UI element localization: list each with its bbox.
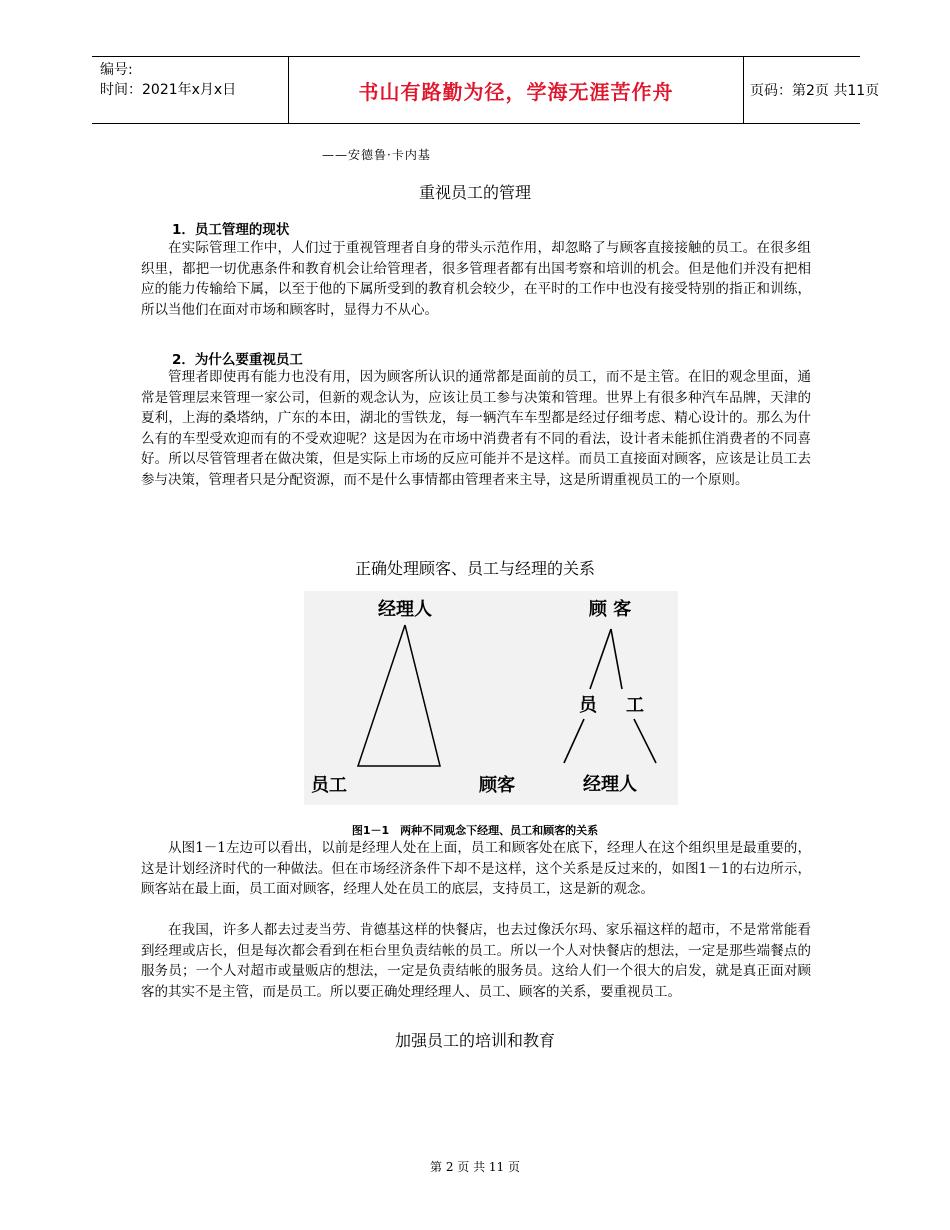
right-bottom-label: 经理人 [583, 774, 637, 795]
left-pyramid-outline [358, 625, 440, 766]
header-meta [92, 57, 288, 123]
left-top-label: 经理人 [378, 599, 432, 620]
left-bottom-left-label: 员工 [311, 775, 347, 796]
figure-caption: 图1－1 两种不同观念下经理、员工和顾客的关系 [351, 824, 599, 837]
right-bottom-left-edge [564, 719, 584, 763]
paragraph-figure-explanation: 从图1－1左边可以看出，以前是经理人处在上面，员工和顾客处在底下，经理人在这个组织里是最重要的，这是计划经济时代的一种做法。但在市场经济条件下却不是这样，这个关系是反过来的，如图1－1的右边所示，顾客站在最上面，员工面对顾客，经理人处在员工的底层，支持员工，这是新的观念。 [141, 840, 811, 897]
right-bottom-right-edge [634, 719, 656, 763]
relationship-diagram [304, 591, 678, 805]
right-mid-left-label: 员 [579, 695, 597, 716]
left-bottom-right-label: 顾客 [479, 775, 515, 796]
page-footer: 第 2 页 共 11 页 [430, 1160, 520, 1174]
header-page-cell [742, 57, 880, 123]
section-title-training: 加强员工的培训和教育 [394, 1031, 555, 1050]
section-title-employee-management: 重视员工的管理 [418, 183, 531, 202]
right-top-label: 顾 客 [588, 599, 632, 620]
subheading-current-state: 1．员工管理的现状 [172, 222, 290, 238]
paragraph-fast-food-example: 在我国，许多人都去过麦当劳、肯德基这样的快餐店，也去过像沃尔玛、家乐福这样的超市，不是常常能看到经理或店长，但是每次都会看到在柜台里负责结帐的员工。所以一个人对快餐店的想法，一定是那些端餐点的服务员；一个人对超市或量贩店的想法，一定是负责结帐的服务员。这给人们一个很大的启发，就是真正面对顾客的其实不是主管，而是员工。所以要正确处理经理人、员工、顾客的关系，要重视员工。 [141, 922, 811, 1000]
right-top-right-edge [611, 629, 622, 689]
paragraph-current-state: 在实际管理工作中，人们过于重视管理者自身的带头示范作用，却忽略了与顾客直接接触的员工。在很多组织里，都把一切优惠条件和教育机会让给管理者，很多管理者都有出国考察和培训的机会。但是他们并没有把相应的能力传输给下属，以至于他的下属所受到的教育机会较少，在平时的工作中也没有接受特别的指正和训练，所以当他们在面对市场和顾客时，显得力不从心。 [141, 240, 811, 318]
document-number-label: 编号: [100, 62, 133, 78]
header-motto: 书山有路勤为径，学海无涯苦作舟 [358, 79, 674, 104]
header-motto-cell [288, 57, 744, 123]
quote-attribution: ——安德鲁·卡内基 [322, 148, 431, 162]
paragraph-why-value-employees: 管理者即使再有能力也没有用，因为顾客所认识的通常都是面前的员工，而不是主管。在旧的观念里面，通常是管理层来管理一家公司，但新的观念认为，应该让员工参与决策和管理。世界上有很多种汽车品牌，天津的夏利，上海的桑塔纳，广东的本田，湖北的雪铁龙，每一辆汽车车型都是经过仔细考虑、精心设计的。那么为什么有的车型受欢迎而有的不受欢迎呢？这是因为在市场中消费者有不同的看法，设计者未能抓住消费者的不同喜好。所以尽管管理者在做决策，但是实际上市场的反应可能并不是这样。而员工直接面对顾客，应该是让员工去参与决策，管理者只是分配资源，而不是什么事情都由管理者来主导，这是所谓重视员工的一个原则。 [141, 369, 811, 488]
document-time-label: 时间：2021年x月x日 [100, 82, 237, 98]
page-header [92, 56, 880, 124]
right-mid-right-label: 工 [626, 695, 644, 716]
section-title-relationship: 正确处理顾客、员工与经理的关系 [354, 559, 595, 578]
subheading-why-value-employees: 2．为什么要重视员工 [172, 352, 303, 368]
right-top-left-edge [590, 629, 611, 689]
header-page-info: 页码：第2页 共11页 [750, 83, 880, 99]
